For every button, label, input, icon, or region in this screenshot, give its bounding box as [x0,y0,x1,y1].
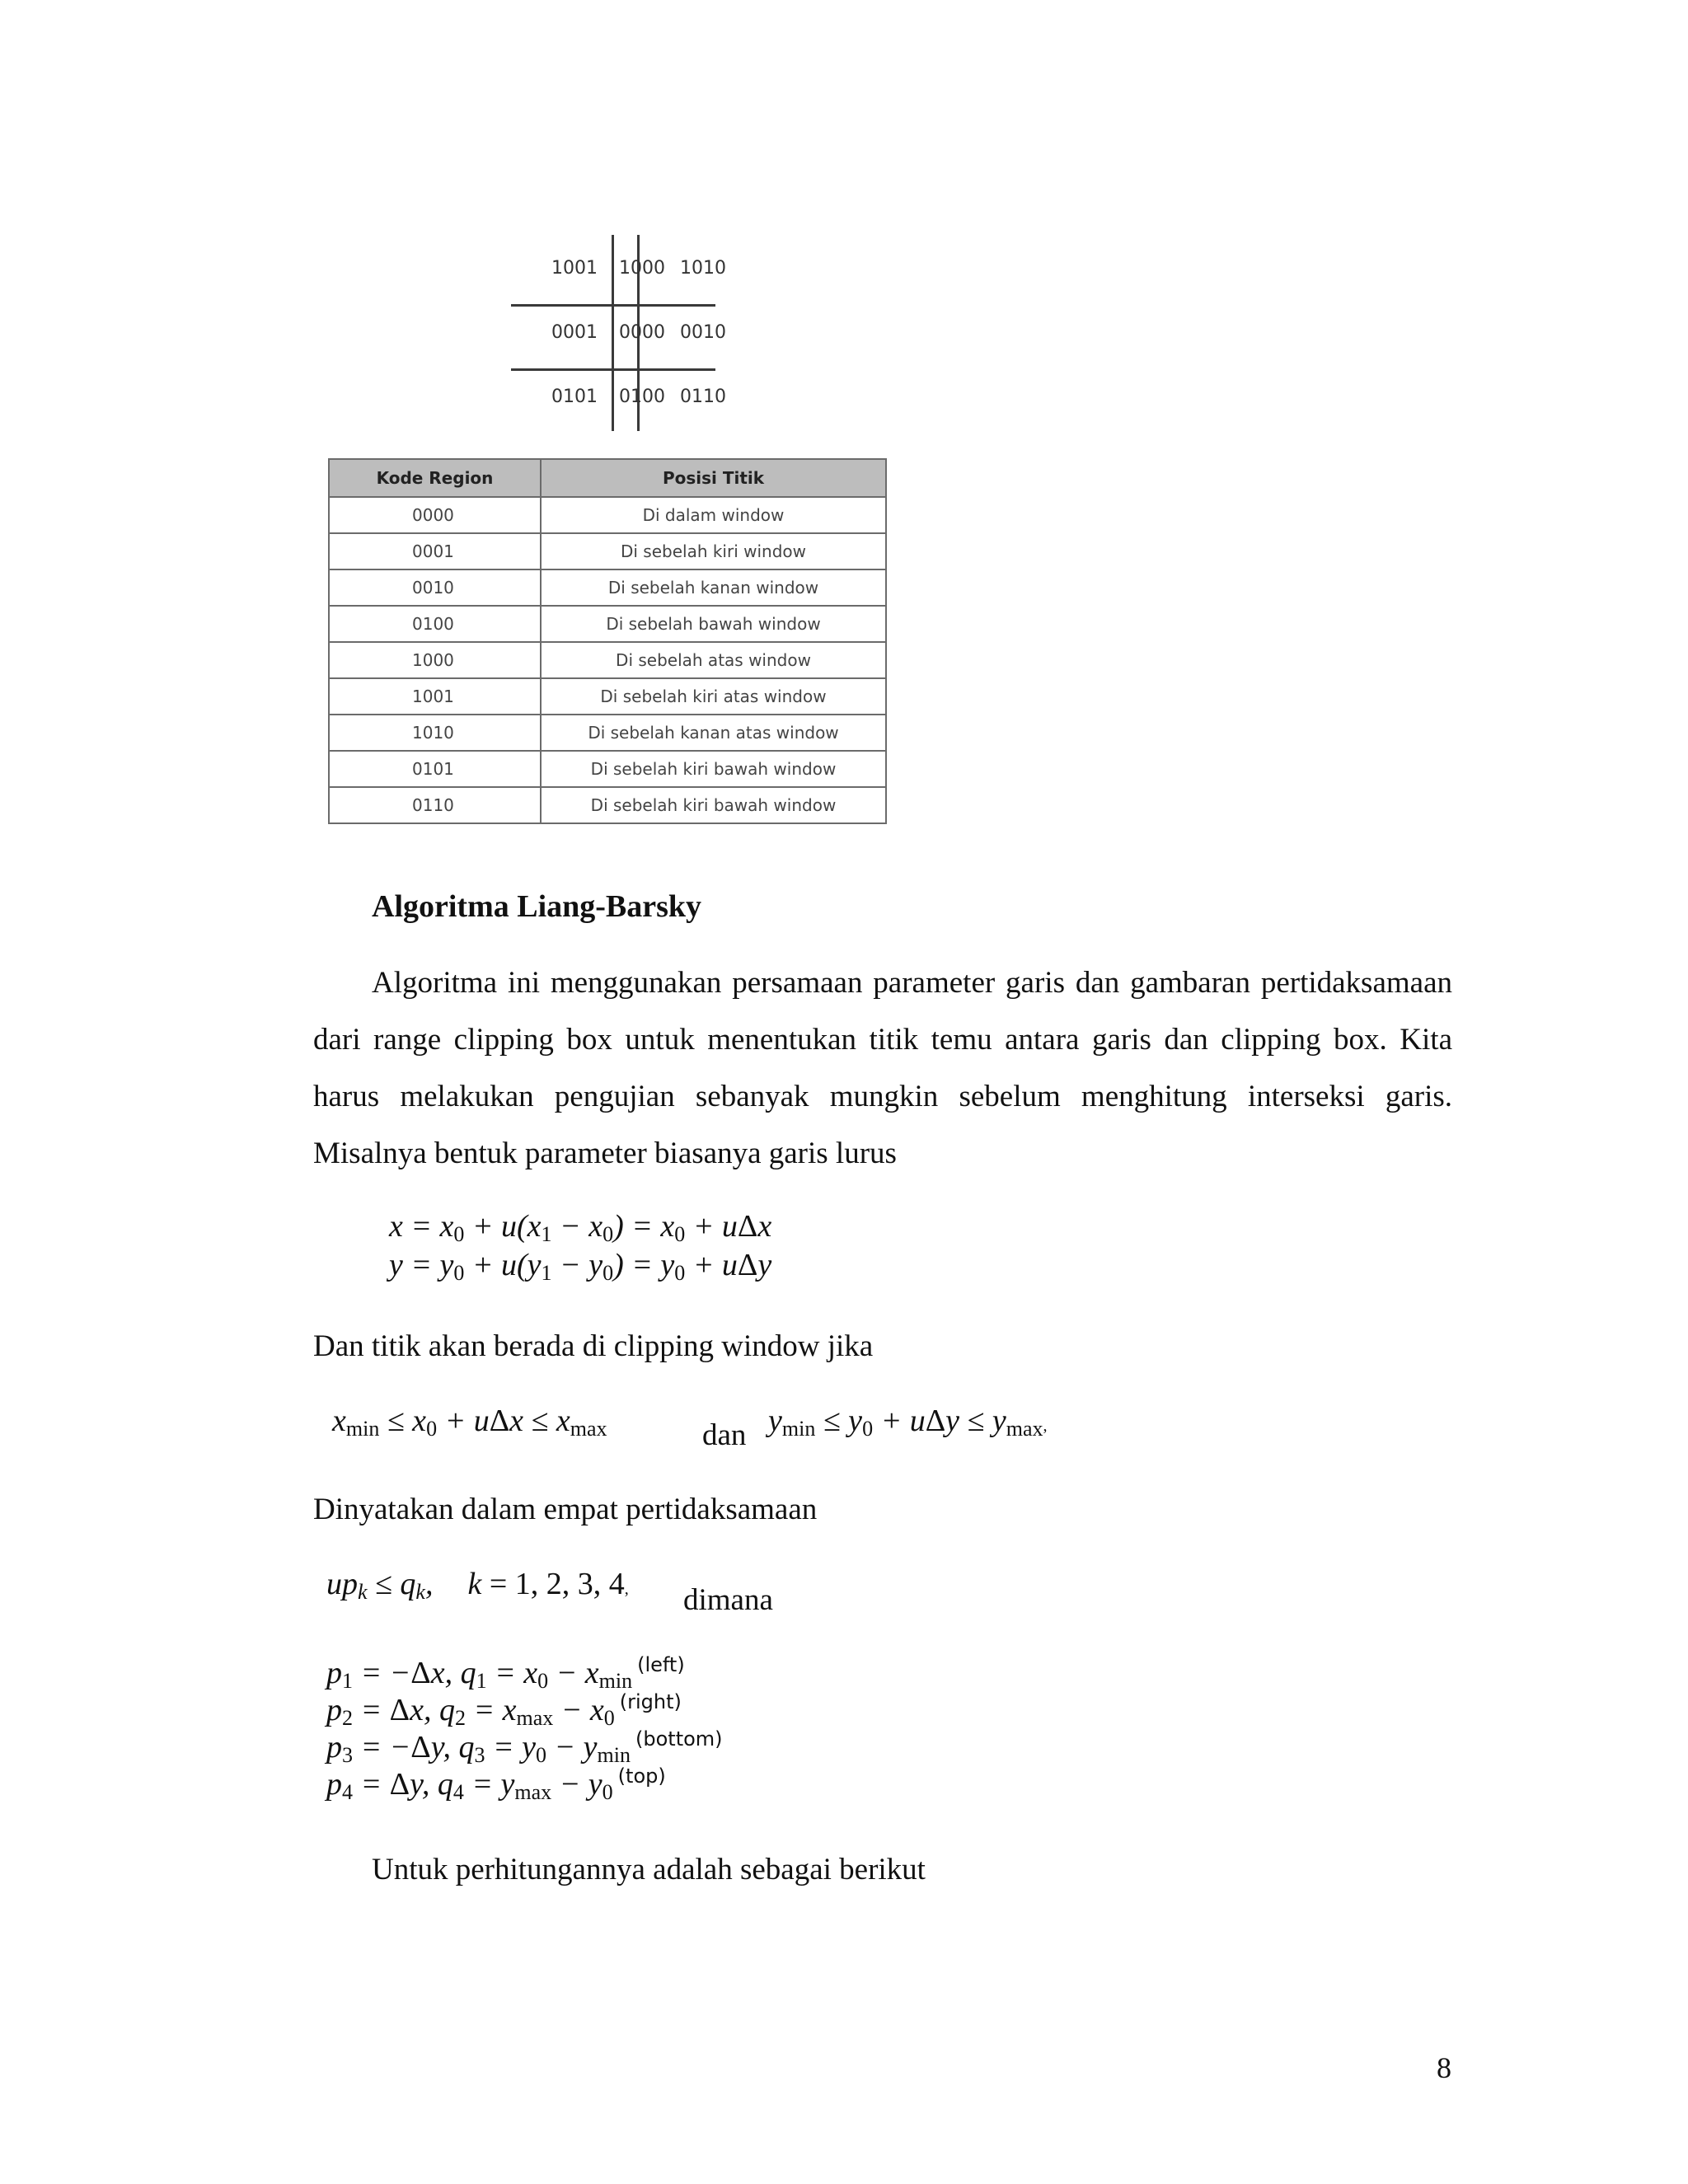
inequality-x-range: $x_{min} \le x_0 + u\Delta x \le x_{max}$ [332,1404,607,1441]
grid-line-horizontal-2 [511,368,715,371]
grid-cell-1000: 1000 [619,258,665,279]
table-row [329,497,886,533]
definition-p3-q3: $p_3 = -\Delta y$, $q_3 = y_0 - y_{min}^{(bottom)}$ [326,1727,723,1767]
grid-cell-0001: 0001 [551,322,598,343]
label-right: (right) [619,1690,682,1713]
grid-cell-0110: 0110 [680,387,726,407]
equation-x-parametric: $x = x_0 + u(x_1 - x_0) = x_0 + u\Delta x$ [389,1209,772,1246]
grid-cell-0101: 0101 [551,387,598,407]
header-posisi-titik: Posisi Titik [541,459,886,497]
clip-condition-text: Dan titik akan berada di clipping window jika [313,1329,874,1363]
position-cell: Di dalam window [541,497,886,533]
position-cell: Di sebelah kiri bawah window [541,751,886,787]
grid-cell-1001: 1001 [551,258,598,279]
position-cell: Di sebelah kiri bawah window [541,787,886,823]
region-code-table [328,458,887,824]
equation-y-parametric: $y = y_0 + u(y_1 - y_0) = y_0 + u\Delta y$ [389,1248,772,1285]
region-code-cell: 0000 [329,497,541,533]
label-top: (top) [617,1765,666,1788]
inequality-general-form: $up_k \le q_k$, k = 1, 2, 3, 4, [326,1567,629,1604]
grid-cell-0100: 0100 [619,387,665,407]
section-heading: Algoritma Liang-Barsky [372,889,702,924]
dimana-text: dimana [683,1583,773,1617]
header-kode-region: Kode Region [329,459,541,497]
table-row [329,533,886,569]
region-code-cell: 0110 [329,787,541,823]
table-row [329,678,886,715]
region-code-cell: 1000 [329,642,541,678]
grid-line-horizontal-1 [511,304,715,307]
grid-cell-1010: 1010 [680,258,726,279]
calculation-text: Untuk perhitungannya adalah sebagai berikut [372,1853,926,1886]
table-row [329,715,886,751]
region-code-cell: 0010 [329,569,541,606]
inequality-y-range: $y_{min} \le y_0 + u\Delta y \le y_{max}$, [768,1404,1048,1441]
region-code-cell: 0101 [329,751,541,787]
definition-p4-q4: $p_4 = \Delta y$, $q_4 = y_{max} - y_0^{(top)}$ [326,1765,666,1804]
region-code-cell: 0001 [329,533,541,569]
table-row [329,751,886,787]
position-cell: Di sebelah atas window [541,642,886,678]
region-code-cell: 0100 [329,606,541,642]
definition-p2-q2: $p_2 = \Delta x$, $q_2 = x_{max} - x_0^{(right)}$ [326,1690,682,1730]
conjunction-dan: dan [702,1418,747,1452]
region-code-cell: 1001 [329,678,541,715]
definition-p1-q1: $p_1 = -\Delta x$, $q_1 = x_0 - x_{min}^{(left)}$ [326,1653,685,1693]
position-cell: Di sebelah kanan atas window [541,715,886,751]
page-number: 8 [1437,2051,1451,2084]
region-code-grid [503,235,726,441]
grid-cell-0000: 0000 [619,322,665,343]
region-code-cell: 1010 [329,715,541,751]
position-cell: Di sebelah bawah window [541,606,886,642]
position-cell: Di sebelah kiri atas window [541,678,886,715]
position-cell: Di sebelah kanan window [541,569,886,606]
grid-cell-0010: 0010 [680,322,726,343]
table-row [329,569,886,606]
position-cell: Di sebelah kiri window [541,533,886,569]
intro-paragraph: Algoritma ini menggunakan persamaan parameter garis dan gambaran pertidaksamaan dari range clipping box untuk menentukan titik temu antara garis dan clipping box. Kita harus melakukan pengujian sebanyak mungkin sebelum menghitung interseksi garis. Misalnya bentuk parameter biasanya garis lurus [313,966,1452,1170]
label-left: (left) [637,1653,685,1676]
table-row [329,606,886,642]
table-header-row [329,459,886,497]
table-row [329,787,886,823]
four-inequalities-text: Dinyatakan dalam empat pertidaksamaan [313,1493,818,1526]
label-bottom: (bottom) [635,1727,723,1750]
table-row [329,642,886,678]
